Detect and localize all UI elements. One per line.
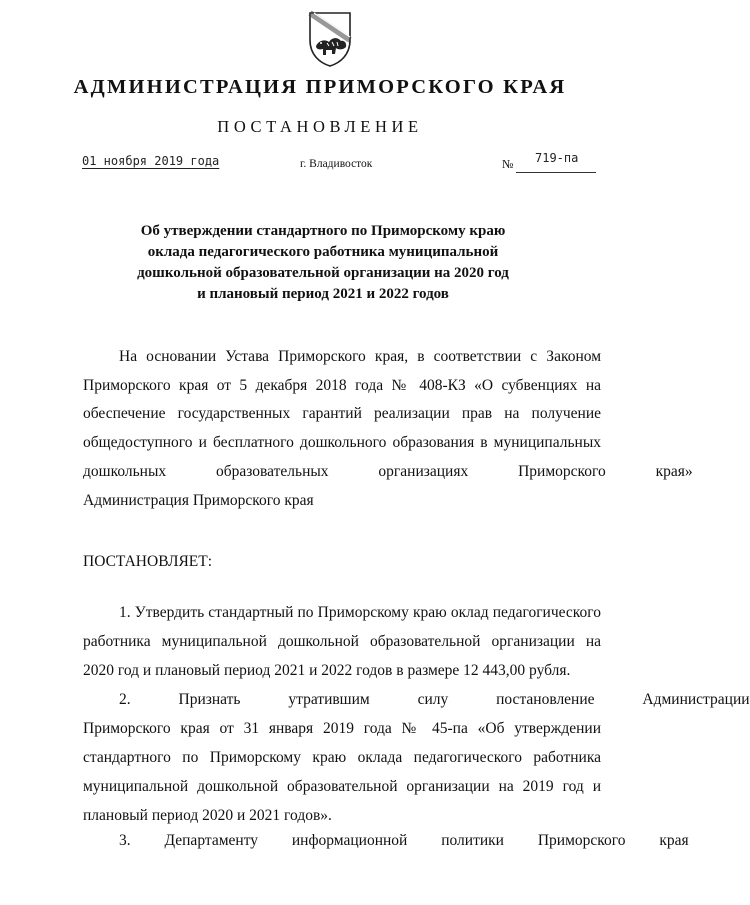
title-line: и плановый период 2021 и 2022 годов: [197, 286, 449, 302]
preamble-line: общедоступного и бесплатного дошкольного образования в муниципальных: [83, 434, 601, 452]
preamble-paragraph: [83, 343, 693, 515]
item-line: 1. Утвердить стандартный по Приморскому краю оклад педагогического: [119, 604, 601, 621]
item-line: плановый период 2020 и 2021 годов».: [83, 807, 332, 824]
organization-name: АДМИНИСТРАЦИЯ ПРИМОРСКОГО КРАЯ: [73, 76, 567, 98]
item-line: Приморского края от 31 января 2019 года № 45-па «Об утверждении: [83, 720, 601, 737]
coat-of-arms-icon: [307, 10, 353, 68]
item-1-paragraph: [83, 598, 601, 685]
document-title: [100, 221, 546, 305]
number-sign: №: [502, 157, 514, 171]
preamble-line: дошкольных образовательных организациях Приморского края»: [83, 462, 693, 480]
item-line: муниципальной дошкольной образовательной организации на 2019 год и: [83, 778, 601, 795]
number-underline: [516, 172, 596, 173]
document-date: 01 ноября 2019 года: [82, 154, 220, 168]
resolves-heading: ПОСТАНОВЛЯЕТ:: [83, 553, 213, 570]
item-line: 3. Департаменту информационной политики Приморского края: [119, 832, 689, 849]
item-line: работника муниципальной дошкольной образовательной организации на: [83, 633, 601, 650]
title-line: Об утверждении стандартного по Приморскому краю: [140, 223, 506, 239]
document-type: ПОСТАНОВЛЕНИЕ: [217, 117, 423, 136]
preamble-line: обеспечение государственных гарантий реализации прав на получение: [83, 405, 601, 423]
item-3-paragraph: [83, 826, 689, 855]
item-line: 2. Признать утратившим силу постановление Администрации: [119, 691, 750, 708]
title-line: дошкольной образовательной организации на 2020 год: [137, 265, 509, 281]
title-line: оклада педагогического работника муниципальной: [147, 244, 499, 260]
preamble-line: Администрация Приморского края: [83, 491, 314, 509]
item-2-paragraph: [83, 685, 750, 830]
item-line: 2020 год и плановый период 2021 и 2022 годов в размере 12 443,00 рубля.: [83, 662, 571, 679]
preamble-line: На основании Устава Приморского края, в соответствии с Законом: [119, 348, 601, 365]
document-number: 719-па: [535, 151, 579, 165]
item-line: стандартного по Приморскому краю оклада педагогического работника: [83, 749, 601, 766]
document-city: г. Владивосток: [300, 158, 373, 170]
preamble-line: Приморского края от 5 декабря 2018 года № 408-КЗ «О субвенциях на: [83, 376, 601, 394]
